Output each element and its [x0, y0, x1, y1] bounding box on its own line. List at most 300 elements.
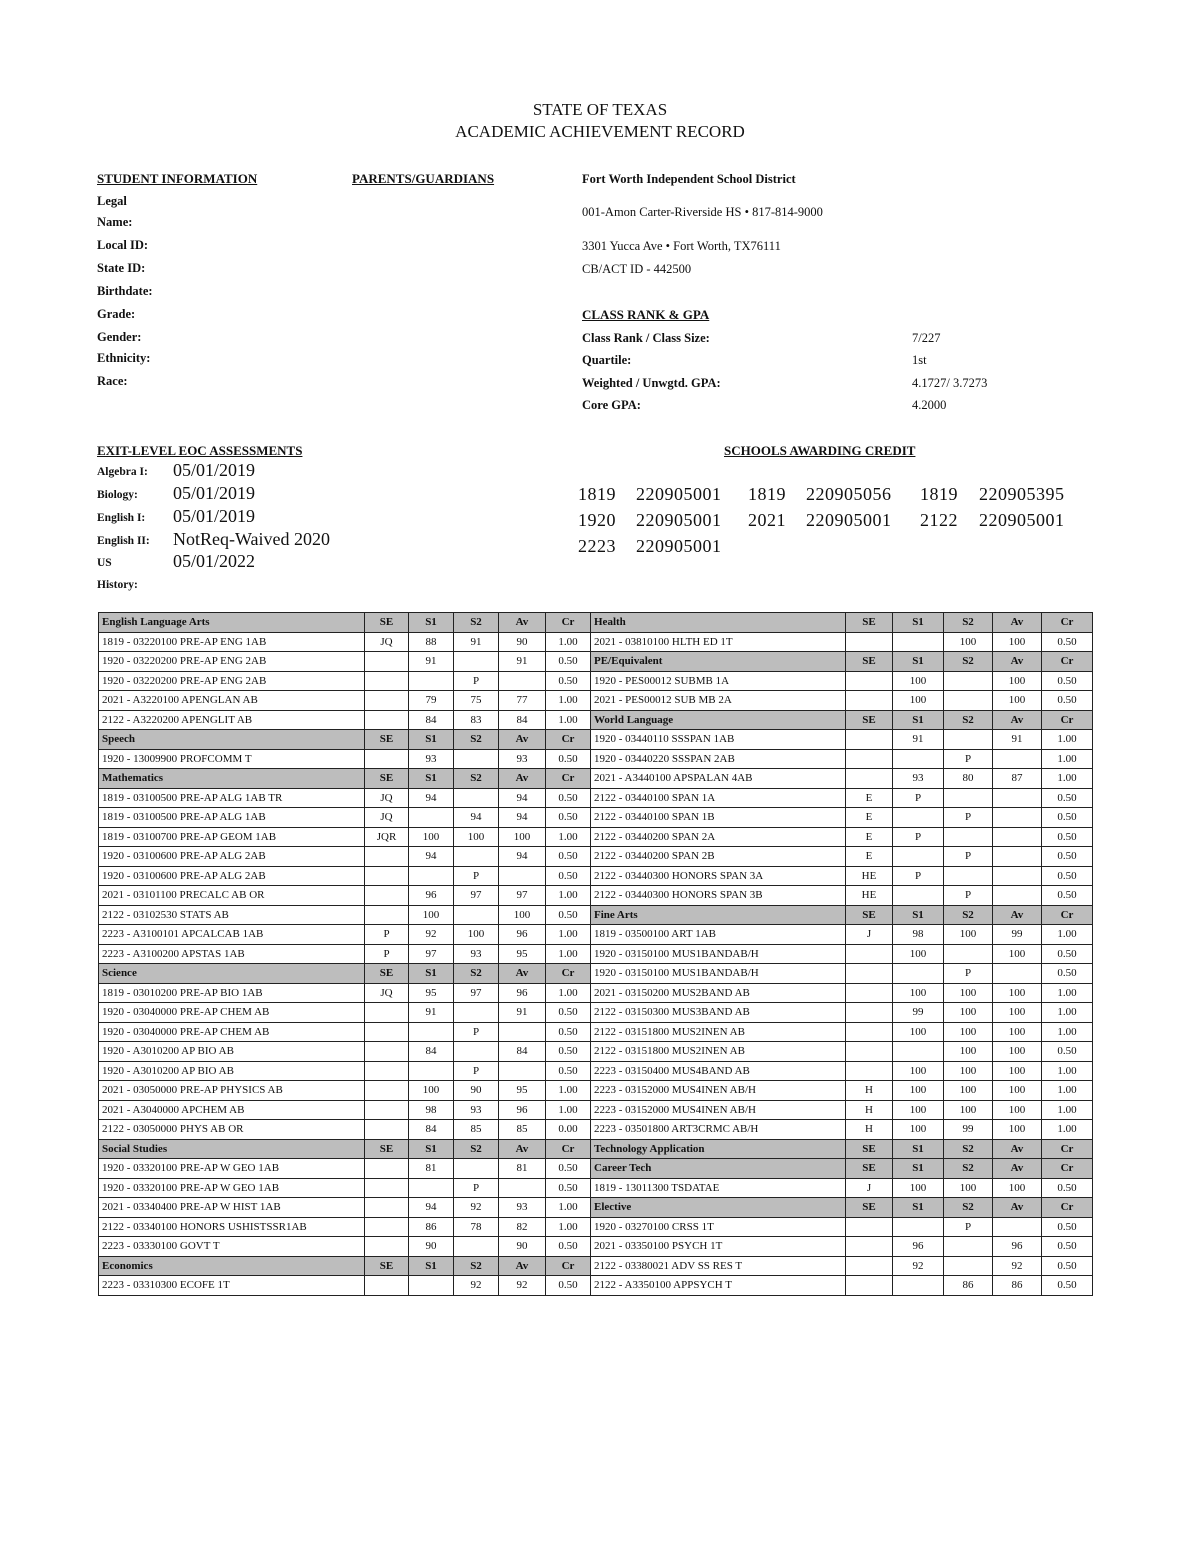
- table-row: [99, 983, 1093, 1003]
- semester-1-grade: 86: [409, 1217, 454, 1237]
- credit: 1.00: [546, 827, 591, 847]
- credit: 1.00: [546, 886, 591, 906]
- special-explanation: J: [846, 925, 893, 945]
- credit: 0.50: [546, 1237, 591, 1257]
- special-explanation: [365, 691, 409, 711]
- column-header: S2: [454, 1256, 499, 1276]
- semester-2-grade: [454, 1042, 499, 1062]
- course-name: 2122 - 03050000 PHYS AB OR: [99, 1120, 365, 1140]
- table-row: [99, 1061, 1093, 1081]
- average-grade: 100: [993, 1081, 1042, 1101]
- column-header: Av: [499, 964, 546, 984]
- special-explanation: [846, 964, 893, 984]
- semester-1-grade: P: [893, 866, 944, 886]
- district-name: Fort Worth Independent School District: [582, 172, 796, 186]
- course-name: 2021 - 03340400 PRE-AP W HIST 1AB: [99, 1198, 365, 1218]
- column-header: SE: [365, 769, 409, 789]
- semester-2-grade: [944, 944, 993, 964]
- course-name: 2122 - 03440100 SPAN 1A: [591, 788, 846, 808]
- table-row: [99, 691, 1093, 711]
- credit: 1.00: [546, 1198, 591, 1218]
- table-row: [99, 1100, 1093, 1120]
- special-explanation: J: [846, 1178, 893, 1198]
- credit: 0.50: [546, 671, 591, 691]
- average-grade: 100: [993, 1061, 1042, 1081]
- semester-2-grade: [944, 671, 993, 691]
- label-local-id: Local ID:: [97, 238, 149, 252]
- school-code: 220905001: [806, 510, 892, 530]
- column-header: Cr: [1042, 652, 1093, 672]
- label-legal: Legal: [97, 194, 127, 208]
- course-name: 1819 - 03100500 PRE-AP ALG 1AB TR: [99, 788, 365, 808]
- special-explanation: [846, 691, 893, 711]
- average-grade: 99: [993, 925, 1042, 945]
- table-row: [99, 1081, 1093, 1101]
- credit: 0.50: [546, 905, 591, 925]
- column-header: S2: [454, 964, 499, 984]
- column-header: S2: [944, 1139, 993, 1159]
- column-header: Av: [499, 769, 546, 789]
- course-name: 1819 - 03220100 PRE-AP ENG 1AB: [99, 632, 365, 652]
- average-grade: 96: [499, 1100, 546, 1120]
- semester-1-grade: 95: [409, 983, 454, 1003]
- column-header: SE: [846, 613, 893, 633]
- column-header: S2: [944, 710, 993, 730]
- special-explanation: [846, 1042, 893, 1062]
- course-name: 1920 - 03440220 SSSPAN 2AB: [591, 749, 846, 769]
- subject-header: Health: [591, 613, 846, 633]
- semester-2-grade: 75: [454, 691, 499, 711]
- course-name: 2021 - 03050000 PRE-AP PHYSICS AB: [99, 1081, 365, 1101]
- special-explanation: [365, 1003, 409, 1023]
- quartile-label: Quartile:: [582, 353, 632, 367]
- semester-1-grade: 94: [409, 788, 454, 808]
- credit: 0.50: [1042, 1256, 1093, 1276]
- credit: 0.50: [546, 788, 591, 808]
- semester-2-grade: 100: [944, 925, 993, 945]
- column-header: Cr: [1042, 1139, 1093, 1159]
- semester-1-grade: [409, 808, 454, 828]
- column-header: Av: [993, 613, 1042, 633]
- subject-header: World Language: [591, 710, 846, 730]
- credit: 1.00: [546, 632, 591, 652]
- column-header: SE: [365, 1139, 409, 1159]
- label-state-id: State ID:: [97, 261, 146, 275]
- average-grade: 86: [993, 1276, 1042, 1296]
- column-header: SE: [365, 730, 409, 750]
- semester-1-grade: 98: [409, 1100, 454, 1120]
- core-gpa-value: 4.2000: [912, 398, 947, 412]
- record-title-state: STATE OF TEXAS: [532, 100, 668, 119]
- credit: 0.50: [546, 808, 591, 828]
- special-explanation: [365, 652, 409, 672]
- column-header: Cr: [1042, 710, 1093, 730]
- course-name: 1920 - 03100600 PRE-AP ALG 2AB: [99, 847, 365, 867]
- column-header: Av: [993, 1198, 1042, 1218]
- semester-1-grade: [409, 1061, 454, 1081]
- course-name: 2223 - A3100200 APSTAS 1AB: [99, 944, 365, 964]
- column-header: Av: [499, 730, 546, 750]
- table-row: [99, 847, 1093, 867]
- gpa-label: Weighted / Unwgtd. GPA:: [582, 376, 721, 390]
- school-year: 1819: [920, 484, 958, 504]
- column-header: S1: [409, 730, 454, 750]
- semester-2-grade: 85: [454, 1120, 499, 1140]
- course-name: 1920 - 13009900 PROFCOMM T: [99, 749, 365, 769]
- column-header: Cr: [1042, 1159, 1093, 1179]
- label-birthdate: Birthdate:: [97, 284, 153, 298]
- course-name: 1920 - 03100600 PRE-AP ALG 2AB: [99, 866, 365, 886]
- special-explanation: [365, 1237, 409, 1257]
- semester-1-grade: [409, 671, 454, 691]
- average-grade: 94: [499, 788, 546, 808]
- semester-2-grade: [944, 827, 993, 847]
- semester-1-grade: 96: [409, 886, 454, 906]
- credit: 0.50: [546, 1061, 591, 1081]
- credit: 0.50: [546, 652, 591, 672]
- credit: 0.50: [1042, 808, 1093, 828]
- credit: 1.00: [1042, 925, 1093, 945]
- column-header: SE: [846, 905, 893, 925]
- special-explanation: [846, 671, 893, 691]
- school-code: 220905001: [636, 484, 722, 504]
- table-row: [99, 1159, 1093, 1179]
- semester-2-grade: 100: [944, 1022, 993, 1042]
- course-name: 2223 - 03152000 MUS4INEN AB/H: [591, 1100, 846, 1120]
- semester-2-grade: 100: [944, 1178, 993, 1198]
- special-explanation: [846, 1237, 893, 1257]
- average-grade: 92: [499, 1276, 546, 1296]
- table-row: [99, 613, 1093, 633]
- semester-1-grade: 93: [893, 769, 944, 789]
- table-row: [99, 905, 1093, 925]
- column-header: SE: [846, 1159, 893, 1179]
- special-explanation: [365, 1022, 409, 1042]
- average-grade: 90: [499, 632, 546, 652]
- credit: 0.50: [546, 1022, 591, 1042]
- table-row: [99, 944, 1093, 964]
- credit: 1.00: [1042, 983, 1093, 1003]
- average-grade: [993, 886, 1042, 906]
- rank-label: Class Rank / Class Size:: [582, 331, 710, 345]
- semester-1-grade: 100: [893, 944, 944, 964]
- semester-1-grade: 91: [893, 730, 944, 750]
- table-row: [99, 1022, 1093, 1042]
- subject-header: PE/Equivalent: [591, 652, 846, 672]
- semester-2-grade: [454, 1237, 499, 1257]
- semester-2-grade: [454, 788, 499, 808]
- semester-1-grade: 99: [893, 1003, 944, 1023]
- special-explanation: [365, 847, 409, 867]
- column-header: SE: [846, 710, 893, 730]
- column-header: Cr: [546, 613, 591, 633]
- semester-2-grade: 99: [944, 1120, 993, 1140]
- semester-1-grade: 92: [409, 925, 454, 945]
- credit: 1.00: [546, 1081, 591, 1101]
- special-explanation: [846, 1003, 893, 1023]
- credit: 0.50: [546, 1159, 591, 1179]
- special-explanation: [365, 1217, 409, 1237]
- credit: 1.00: [1042, 730, 1093, 750]
- semester-1-grade: P: [893, 827, 944, 847]
- semester-1-grade: [893, 1217, 944, 1237]
- semester-1-grade: P: [893, 788, 944, 808]
- special-explanation: JQ: [365, 808, 409, 828]
- semester-2-grade: P: [454, 671, 499, 691]
- course-name: 2223 - 03150400 MUS4BAND AB: [591, 1061, 846, 1081]
- semester-2-grade: [454, 1003, 499, 1023]
- course-name: 2223 - 03310300 ECOFE 1T: [99, 1276, 365, 1296]
- semester-2-grade: 100: [944, 1100, 993, 1120]
- average-grade: 84: [499, 710, 546, 730]
- column-header: Cr: [546, 1139, 591, 1159]
- credit: 0.00: [546, 1120, 591, 1140]
- column-header: S1: [409, 769, 454, 789]
- column-header: S1: [893, 905, 944, 925]
- average-grade: 93: [499, 1198, 546, 1218]
- semester-2-grade: 92: [454, 1276, 499, 1296]
- semester-2-grade: 100: [944, 1061, 993, 1081]
- credit: 1.00: [546, 691, 591, 711]
- average-grade: 84: [499, 1042, 546, 1062]
- special-explanation: E: [846, 808, 893, 828]
- semester-2-grade: 94: [454, 808, 499, 828]
- column-header: S2: [944, 1198, 993, 1218]
- semester-1-grade: 94: [409, 847, 454, 867]
- eoc-label: Biology:: [97, 489, 138, 501]
- semester-2-grade: 100: [944, 983, 993, 1003]
- course-name: 1920 - 03270100 CRSS 1T: [591, 1217, 846, 1237]
- parents-header: PARENTS/GUARDIANS: [352, 171, 495, 186]
- course-name: 2122 - 03151800 MUS2INEN AB: [591, 1042, 846, 1062]
- eoc-value: NotReq-Waived 2020: [173, 529, 331, 549]
- course-name: 1819 - 03100700 PRE-AP GEOM 1AB: [99, 827, 365, 847]
- semester-2-grade: P: [944, 886, 993, 906]
- column-header: S1: [893, 1159, 944, 1179]
- course-name: 1819 - 03500100 ART 1AB: [591, 925, 846, 945]
- credit: 0.50: [546, 1003, 591, 1023]
- credit: 0.50: [1042, 1178, 1093, 1198]
- course-name: 1920 - 03150100 MUS1BANDAB/H: [591, 964, 846, 984]
- special-explanation: [365, 1159, 409, 1179]
- course-name: 1920 - A3010200 AP BIO AB: [99, 1061, 365, 1081]
- special-explanation: [846, 632, 893, 652]
- table-row: [99, 788, 1093, 808]
- school-year: 1819: [748, 484, 786, 504]
- semester-2-grade: [944, 691, 993, 711]
- column-header: Av: [993, 652, 1042, 672]
- credit: 0.50: [1042, 964, 1093, 984]
- semester-2-grade: 78: [454, 1217, 499, 1237]
- special-explanation: P: [365, 944, 409, 964]
- special-explanation: [365, 671, 409, 691]
- table-row: [99, 730, 1093, 750]
- semester-1-grade: 100: [893, 671, 944, 691]
- course-name: 2122 - 03440200 SPAN 2B: [591, 847, 846, 867]
- credit: 0.50: [1042, 827, 1093, 847]
- column-header: Cr: [1042, 1198, 1093, 1218]
- average-grade: 91: [993, 730, 1042, 750]
- average-grade: 90: [499, 1237, 546, 1257]
- semester-2-grade: 97: [454, 886, 499, 906]
- semester-1-grade: [893, 964, 944, 984]
- credit: 0.50: [1042, 866, 1093, 886]
- subject-header: Economics: [99, 1256, 365, 1276]
- course-name: 1920 - 03220200 PRE-AP ENG 2AB: [99, 652, 365, 672]
- average-grade: 77: [499, 691, 546, 711]
- course-name: 2223 - 03330100 GOVT T: [99, 1237, 365, 1257]
- column-header: S1: [409, 1256, 454, 1276]
- course-name: 1920 - 03040000 PRE-AP CHEM AB: [99, 1022, 365, 1042]
- course-name: 2223 - 03152000 MUS4INEN AB/H: [591, 1081, 846, 1101]
- gpa-value: 4.1727/ 3.7273: [912, 376, 988, 390]
- school-code: 220905001: [979, 510, 1065, 530]
- credit: 1.00: [546, 983, 591, 1003]
- table-row: [99, 652, 1093, 672]
- semester-1-grade: 88: [409, 632, 454, 652]
- special-explanation: H: [846, 1120, 893, 1140]
- label-race: Race:: [97, 374, 128, 388]
- credit: 0.50: [1042, 1276, 1093, 1296]
- course-name: 2223 - 03501800 ART3CRMC AB/H: [591, 1120, 846, 1140]
- semester-1-grade: 100: [409, 905, 454, 925]
- column-header: S2: [944, 613, 993, 633]
- average-grade: 100: [993, 1042, 1042, 1062]
- subject-header: Speech: [99, 730, 365, 750]
- semester-1-grade: 94: [409, 1198, 454, 1218]
- eoc-label: English I:: [97, 512, 146, 524]
- special-explanation: [846, 1276, 893, 1296]
- credit: 1.00: [1042, 749, 1093, 769]
- school-year: 1920: [578, 510, 616, 530]
- column-header: SE: [846, 1139, 893, 1159]
- special-explanation: JQ: [365, 632, 409, 652]
- course-name: 2122 - 03440200 SPAN 2A: [591, 827, 846, 847]
- column-header: S1: [893, 613, 944, 633]
- course-name: 1920 - 03440110 SSSPAN 1AB: [591, 730, 846, 750]
- average-grade: 100: [993, 1100, 1042, 1120]
- column-header: SE: [365, 1256, 409, 1276]
- subject-header: Elective: [591, 1198, 846, 1218]
- special-explanation: [846, 730, 893, 750]
- label-gender: Gender:: [97, 330, 142, 344]
- course-name: 2021 - 03101100 PRECALC AB OR: [99, 886, 365, 906]
- credit: 1.00: [546, 925, 591, 945]
- course-name: 2122 - 03102530 STATS AB: [99, 905, 365, 925]
- course-name: 2021 - A3220100 APENGLAN AB: [99, 691, 365, 711]
- special-explanation: E: [846, 788, 893, 808]
- eoc-value: 05/01/2019: [173, 483, 256, 503]
- course-name: 2021 - 03810100 HLTH ED 1T: [591, 632, 846, 652]
- table-row: [99, 1003, 1093, 1023]
- semester-2-grade: P: [944, 749, 993, 769]
- semester-1-grade: 100: [893, 1120, 944, 1140]
- semester-2-grade: P: [944, 808, 993, 828]
- semester-1-grade: 100: [893, 1100, 944, 1120]
- course-name: 2021 - A3040000 APCHEM AB: [99, 1100, 365, 1120]
- eoc-label: History:: [97, 579, 138, 591]
- school-year: 2021: [748, 510, 786, 530]
- semester-2-grade: P: [454, 866, 499, 886]
- column-header: S2: [944, 652, 993, 672]
- special-explanation: [846, 769, 893, 789]
- semester-2-grade: [454, 847, 499, 867]
- average-grade: [993, 847, 1042, 867]
- course-name: 2122 - 03340100 HONORS USHISTSSR1AB: [99, 1217, 365, 1237]
- average-grade: 100: [993, 691, 1042, 711]
- average-grade: 96: [499, 983, 546, 1003]
- school-name: 001-Amon Carter-Riverside HS • 817-814-9000: [582, 205, 823, 219]
- label-grade: Grade:: [97, 307, 136, 321]
- school-code: 220905056: [806, 484, 892, 504]
- credit: 0.50: [1042, 632, 1093, 652]
- semester-1-grade: [893, 847, 944, 867]
- column-header: S1: [409, 613, 454, 633]
- semester-2-grade: [454, 749, 499, 769]
- student-info-header: STUDENT INFORMATION: [97, 171, 258, 186]
- course-name: 2223 - A3100101 APCALCAB 1AB: [99, 925, 365, 945]
- column-header: Cr: [546, 730, 591, 750]
- school-year: 2223: [578, 536, 616, 556]
- semester-2-grade: [944, 866, 993, 886]
- semester-1-grade: 96: [893, 1237, 944, 1257]
- course-name: 2122 - 03440300 HONORS SPAN 3B: [591, 886, 846, 906]
- label-ethnicity: Ethnicity:: [97, 351, 151, 365]
- column-header: S2: [454, 613, 499, 633]
- semester-1-grade: 84: [409, 1120, 454, 1140]
- semester-2-grade: 100: [454, 827, 499, 847]
- semester-2-grade: P: [454, 1061, 499, 1081]
- semester-2-grade: 93: [454, 944, 499, 964]
- table-row: [99, 808, 1093, 828]
- average-grade: [499, 1022, 546, 1042]
- column-header: S1: [893, 710, 944, 730]
- semester-1-grade: 100: [893, 1081, 944, 1101]
- average-grade: 94: [499, 847, 546, 867]
- special-explanation: [365, 1120, 409, 1140]
- column-header: Av: [499, 1139, 546, 1159]
- column-header: S2: [454, 730, 499, 750]
- special-explanation: E: [846, 827, 893, 847]
- course-name: 1920 - 03220200 PRE-AP ENG 2AB: [99, 671, 365, 691]
- course-name: 2122 - 03440300 HONORS SPAN 3A: [591, 866, 846, 886]
- column-header: S1: [893, 1139, 944, 1159]
- special-explanation: HE: [846, 886, 893, 906]
- semester-2-grade: 100: [944, 1081, 993, 1101]
- average-grade: 87: [993, 769, 1042, 789]
- semester-1-grade: 100: [893, 983, 944, 1003]
- semester-1-grade: 92: [893, 1256, 944, 1276]
- semester-1-grade: 100: [409, 1081, 454, 1101]
- column-header: Av: [993, 710, 1042, 730]
- column-header: S2: [454, 769, 499, 789]
- special-explanation: P: [365, 925, 409, 945]
- semester-1-grade: 81: [409, 1159, 454, 1179]
- course-name: 2122 - A3350100 APPSYCH T: [591, 1276, 846, 1296]
- table-row: [99, 1198, 1093, 1218]
- school-year: 2122: [920, 510, 958, 530]
- special-explanation: [365, 866, 409, 886]
- semester-1-grade: 90: [409, 1237, 454, 1257]
- table-row: [99, 1237, 1093, 1257]
- average-grade: [499, 866, 546, 886]
- credit: 0.50: [1042, 886, 1093, 906]
- semester-1-grade: [893, 749, 944, 769]
- eoc-label: English II:: [97, 535, 150, 547]
- eoc-label: Algebra I:: [97, 466, 148, 478]
- semester-1-grade: 100: [893, 1061, 944, 1081]
- table-row: [99, 1178, 1093, 1198]
